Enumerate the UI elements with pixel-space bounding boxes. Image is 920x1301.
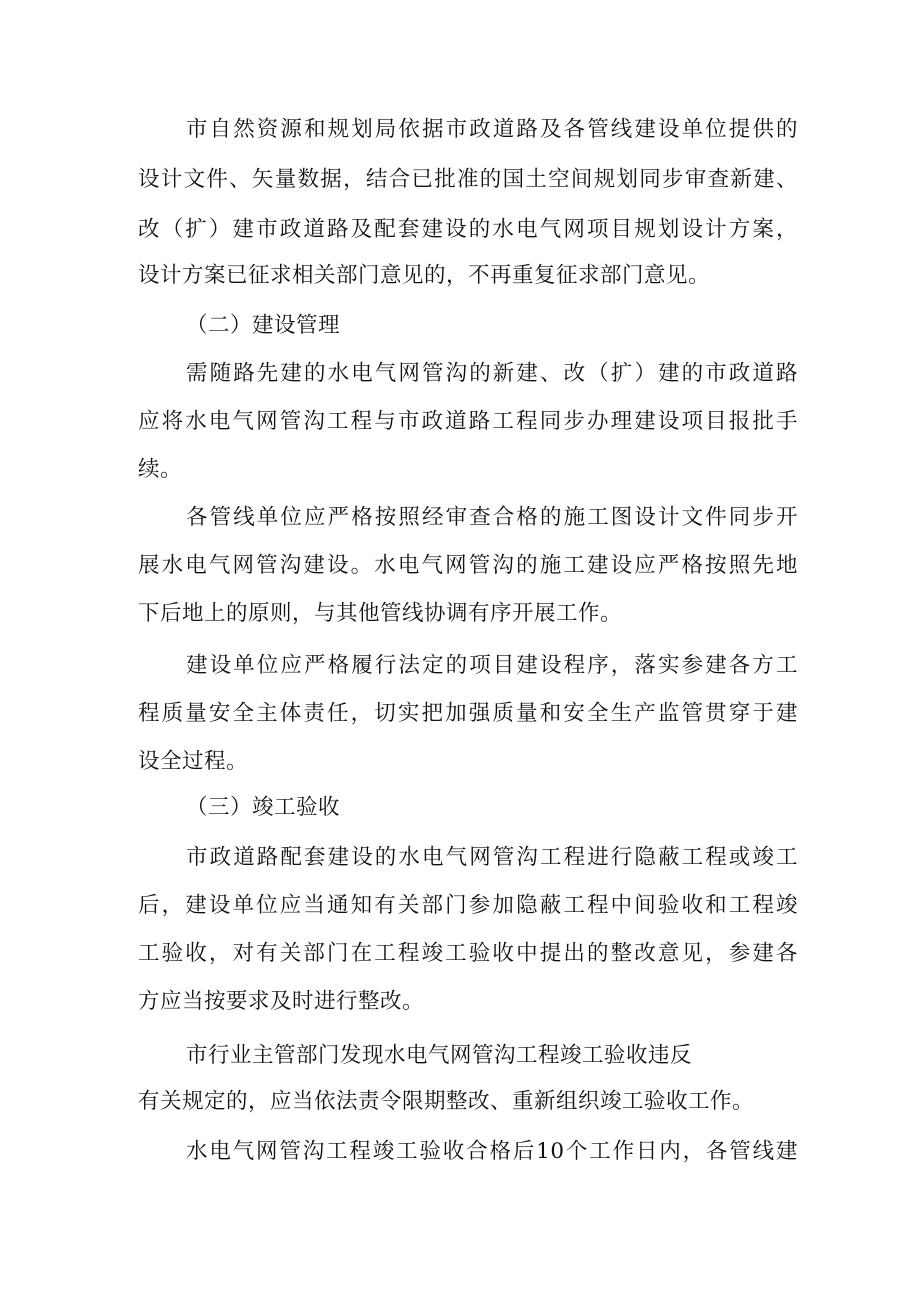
section-heading: （三）竣工验收: [186, 795, 341, 820]
paragraph-line: 有关规定的，应当依法责令限期整改、重新组织竣工验收工作。: [138, 1089, 755, 1114]
paragraph-line: 后，建设单位应当通知有关部门参加隐蔽工程中间验收和工程竣: [138, 893, 798, 918]
paragraph-line: 市自然资源和规划局依据市政道路及各管线建设单位提供的: [186, 117, 798, 142]
paragraph-line: 程质量安全主体责任，切实把加强质量和安全生产监管贯穿于建: [138, 701, 798, 726]
section-heading: （二）建设管理: [186, 313, 341, 338]
paragraph-line: 水电气网管沟工程竣工验收合格后10个工作日内，各管线建: [186, 1139, 798, 1164]
paragraph-line: 设全过程。: [138, 749, 249, 774]
paragraph-line: 应将水电气网管沟工程与市政道路工程同步办理建设项目报批手: [138, 409, 798, 434]
paragraph-line: 展水电气网管沟建设。水电气网管沟的施工建设应严格按照先地: [138, 553, 798, 578]
paragraph-line: 续。: [138, 457, 183, 482]
paragraph-line: 改（扩）建市政道路及配套建设的水电气网项目规划设计方案，: [138, 217, 798, 242]
paragraph-line: 市行业主管部门发现水电气网管沟工程竣工验收违反: [186, 1043, 693, 1068]
paragraph-line: 各管线单位应严格按照经审查合格的施工图设计文件同步开: [186, 505, 798, 530]
paragraph-line: 需随路先建的水电气网管沟的新建、改（扩）建的市政道路: [186, 361, 798, 386]
paragraph-line: 设计方案已征求相关部门意见的，不再重复征求部门意见。: [138, 263, 711, 288]
paragraph-line: 方应当按要求及时进行整改。: [138, 989, 425, 1014]
paragraph-line: 下后地上的原则，与其他管线协调有序开展工作。: [138, 601, 623, 626]
paragraph-line: 工验收，对有关部门在工程竣工验收中提出的整改意见，参建各: [138, 941, 798, 966]
paragraph-line: 设计文件、矢量数据，结合已批准的国土空间规划同步审查新建、: [138, 167, 798, 192]
paragraph-line: 市政道路配套建设的水电气网管沟工程进行隐蔽工程或竣工: [186, 845, 798, 870]
paragraph-line: 建设单位应严格履行法定的项目建设程序，落实参建各方工: [186, 653, 798, 678]
